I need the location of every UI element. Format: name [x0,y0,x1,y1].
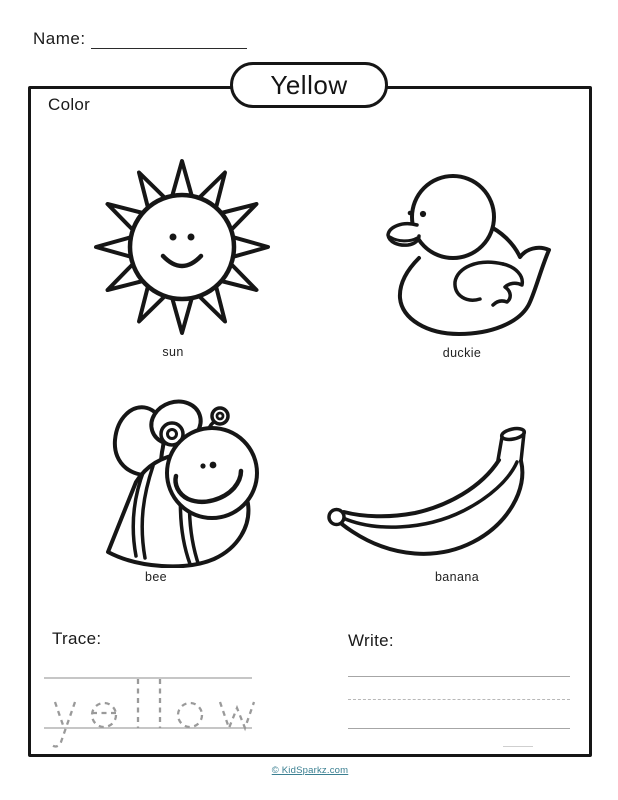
sun-eye-left [170,234,177,241]
banana-stem-side-left [498,437,502,460]
bee-antenna-curl-outer [212,408,228,424]
bee-head [167,428,257,518]
item-label-banana: banana [434,570,480,584]
banana-illustration [323,424,595,566]
write-line-top [348,676,570,677]
footer [28,760,592,778]
sun-illustration [93,158,273,336]
write-line-bottom [348,728,570,729]
duck-head [412,176,494,258]
banana-inner-edge [344,460,499,516]
item-label-sun: sun [162,345,184,359]
name-label: Name: [33,29,86,48]
footer-credit-link[interactable]: © KidSparkz.com [271,765,349,776]
trace-word-guides [44,668,256,753]
item-label-bee: bee [144,570,168,584]
duck-eye-left [408,211,413,216]
item-label-duckie: duckie [442,346,482,360]
bee-illustration [98,396,260,568]
color-section-label: Color [48,95,91,114]
duckie-illustration [385,172,555,337]
bee-eye-left [200,463,205,468]
bee-eye-right [210,462,217,469]
name-blank-line [91,27,247,49]
stray-mark [503,746,533,747]
title-badge [230,62,388,108]
dashed-trace-letters [51,679,254,746]
sun-face-circle [130,195,234,299]
trace-letter-y [51,702,75,746]
trace-letter-o [178,703,202,727]
trace-section-label: Trace: [52,629,102,648]
trace-letter-e-bowl [92,703,116,727]
duck-eye-right [420,211,426,217]
sun-eye-right [188,234,195,241]
write-section-label: Write: [348,631,394,650]
banana-tip [329,510,344,525]
write-line-middle-dashed [348,699,570,700]
trace-area [44,668,256,753]
page-title: Yellow [270,69,348,100]
trace-letter-w [220,702,254,728]
